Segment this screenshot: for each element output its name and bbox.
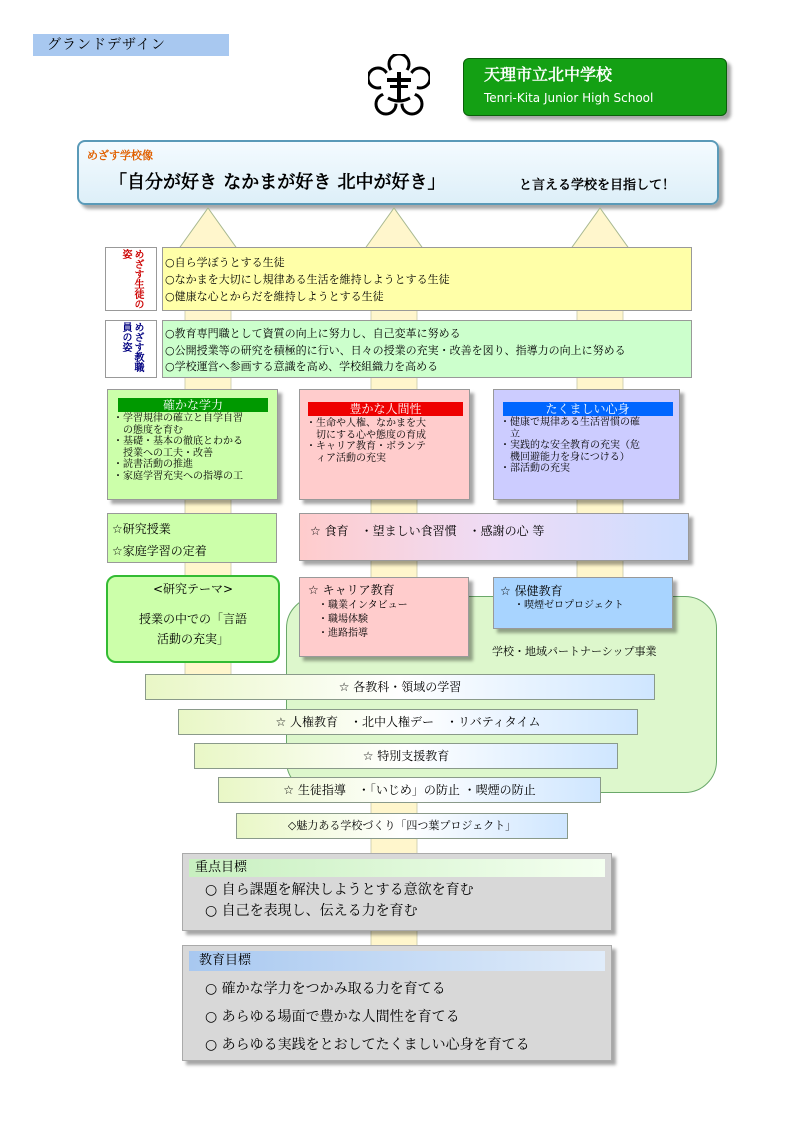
column-line: ・家庭学習充実への指導の工 xyxy=(113,470,243,482)
research-line: ☆研究授業 xyxy=(112,522,171,536)
bar-text: ☆ 生徒指導 ・「いじめ」の防止 ・喫煙の防止 xyxy=(283,783,536,797)
column-line: ・学習規律の確立と自学自習 xyxy=(113,413,243,424)
column-line: ・キャリア教育・ボランテ xyxy=(306,441,426,452)
column-line: ・部活動の充実 xyxy=(500,463,570,474)
staff-item: ○公開授業等の研究を積極的に行い、日々の授業の充実・改善を図り、指導力の向上に努める xyxy=(165,343,626,357)
bar-special-support xyxy=(194,743,618,769)
goals-item: ○ 確かな学力をつかみ取る力を育てる xyxy=(205,981,446,997)
bar-text: ☆ 人権教育 ・北中人権デー ・リバティタイム xyxy=(275,715,541,729)
column-academic xyxy=(107,389,278,500)
health-title: ☆ 保健教育 xyxy=(500,584,563,598)
priority-goals-box xyxy=(182,853,612,931)
students-label-box xyxy=(105,247,157,311)
staff-label-box xyxy=(105,320,157,378)
arrow-up-left xyxy=(178,208,238,250)
students-item: ○なかまを大切にし規律ある生活を維持しようとする生徒 xyxy=(165,273,450,286)
bar-attractive-school xyxy=(236,813,568,839)
column-lines xyxy=(500,417,675,475)
column-title: 豊かな人間性 xyxy=(308,402,463,416)
staff-item: ○教育専門職として資質の向上に努力し、自己変革に努める xyxy=(165,327,461,340)
education-goals-box xyxy=(182,945,612,1061)
bar-student-guidance xyxy=(218,777,601,803)
column-title: 確かな学力 xyxy=(118,398,268,412)
column-title: たくましい心身 xyxy=(503,402,673,416)
career-item: ・職業インタビュー xyxy=(318,600,408,611)
partnership-label: 学校・地域パートナーシップ事業 xyxy=(492,645,657,658)
column-line: ・実践的な安全教育の充実（危 xyxy=(500,440,640,451)
bar-text: ☆ 各教科・領域の学習 xyxy=(338,680,462,694)
column-humanity xyxy=(299,389,470,500)
food-education-text: ☆ 食育 ・望ましい食習慣 ・感謝の心 等 xyxy=(310,524,545,538)
vision-main: 「自分が好き なかまが好き 北中が好き」 xyxy=(109,172,446,193)
school-name: 天理市立北中学校 xyxy=(484,65,613,84)
arrow-up-center xyxy=(364,208,424,250)
staff-list xyxy=(165,326,691,376)
career-item: ・職場体験 xyxy=(318,614,368,625)
bar-human-rights xyxy=(178,709,638,735)
career-education-box xyxy=(299,577,469,657)
staff-item: ○学校運営へ参画する意識を高め、学校組織力を高める xyxy=(165,360,439,373)
health-education-box xyxy=(493,577,673,629)
vision-suffix: と言える学校を目指して！ xyxy=(519,178,676,193)
column-line: ・健康で規律ある生活習慣の確 xyxy=(500,417,640,428)
goals-title: 教育目標 xyxy=(189,951,605,971)
column-line: ィア活動の充実 xyxy=(306,452,386,464)
goals-item: ○ あらゆる場面で豊かな人間性を育てる xyxy=(205,1009,460,1025)
school-name-en: Tenri-Kita Junior High School xyxy=(484,91,654,105)
staff-label: めざす教職員の姿 xyxy=(120,322,143,372)
students-label: めざす生徒の姿 xyxy=(120,249,143,309)
priority-item: ○ 自ら課題を解決しようとする意欲を育む xyxy=(205,882,474,898)
theme-title: <研究テーマ> xyxy=(152,582,234,596)
column-line: 授業への工夫・改善 xyxy=(113,447,213,459)
column-line: の態度を育む xyxy=(113,424,183,436)
health-item: ・喫煙ゼロプロジェクト xyxy=(514,600,624,611)
career-title: ☆ キャリア教育 xyxy=(308,583,395,597)
career-item: ・進路指導 xyxy=(318,628,368,639)
column-line: ・読書活動の推進 xyxy=(113,459,193,470)
goals-item: ○ あらゆる実践をとおしてたくましい心身を育てる xyxy=(205,1037,530,1053)
grand-design-label: グランドデザイン xyxy=(33,34,229,56)
career-items xyxy=(308,599,468,641)
vision-label: めざす学校像 xyxy=(87,149,153,162)
column-line: 機回避能力を身につける） xyxy=(500,451,630,463)
research-line: ☆家庭学習の定着 xyxy=(112,544,207,558)
food-education-bar xyxy=(299,513,689,561)
column-health xyxy=(493,389,680,500)
bar-subjects xyxy=(145,674,655,700)
column-line: 切にする心や態度の育成 xyxy=(306,429,426,441)
column-lines xyxy=(113,413,273,482)
staff-box xyxy=(162,320,692,378)
students-box xyxy=(162,247,692,311)
column-line: 立 xyxy=(500,428,520,440)
priority-title: 重点目標 xyxy=(189,859,605,877)
theme-line: 活動の充実」 xyxy=(156,632,229,646)
column-line: ・生命や人権、なかまを大 xyxy=(306,418,426,429)
theme-line: 授業の中での「言語 xyxy=(138,612,247,626)
health-items xyxy=(500,600,672,612)
students-item: ○自ら学ぼうとする生徒 xyxy=(165,256,285,269)
arrow-up-right xyxy=(570,208,630,250)
students-item: ○健康な心とからだを維持しようとする生徒 xyxy=(165,290,384,303)
students-list xyxy=(165,254,691,305)
column-lines xyxy=(306,418,465,464)
bar-text: ☆ 特別支援教育 xyxy=(362,749,450,763)
research-theme-box xyxy=(106,575,280,663)
priority-item: ○ 自己を表現し、伝える力を育む xyxy=(205,903,418,919)
column-line: ・基礎・基本の徹底とわかる xyxy=(113,436,243,447)
bar-text: ◇魅力ある学校づくり「四つ葉プロジェクト」 xyxy=(287,819,517,832)
research-box xyxy=(107,513,277,563)
